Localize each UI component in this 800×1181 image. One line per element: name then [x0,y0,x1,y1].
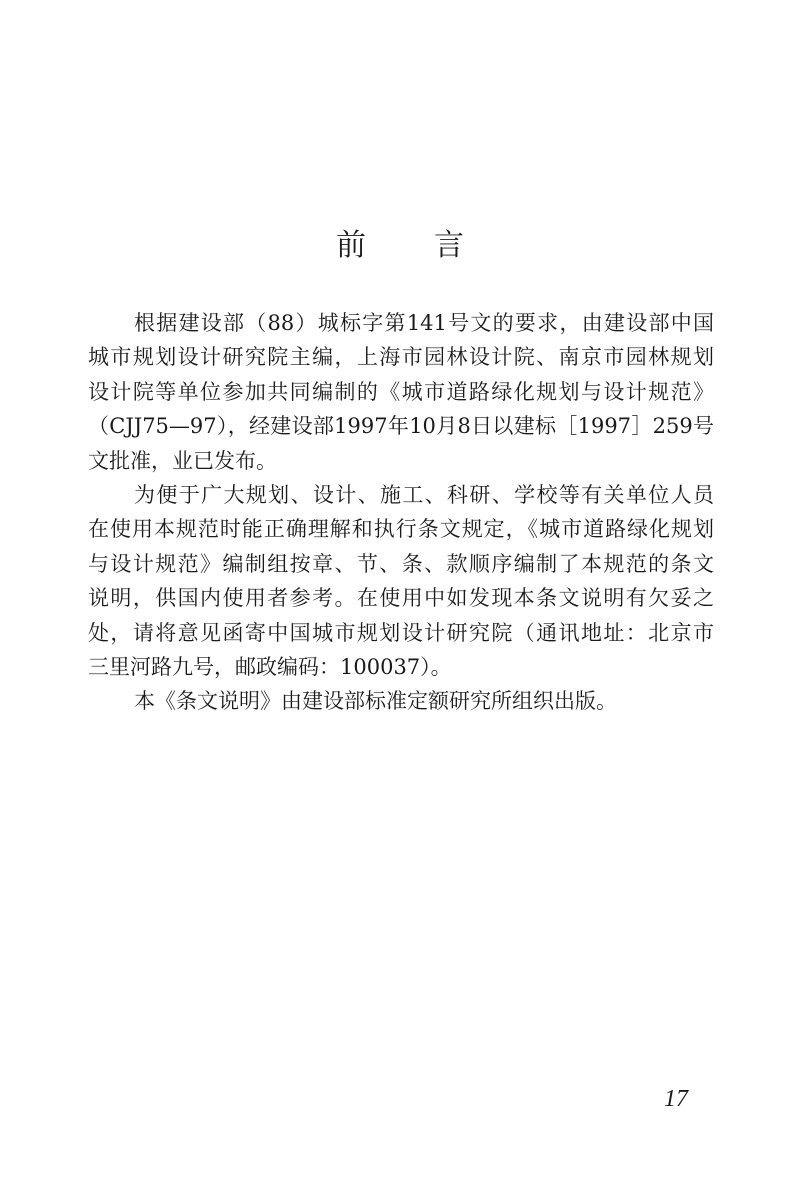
text-line: 文批准，业已发布。 [88,448,277,473]
text-line: （CJJ75—97），经建设部1997年10月8日以建标［1997］259号 [88,414,714,439]
text-line: 根据建设部（88）城标字第141号文的要求，由建设部中国 [134,311,714,335]
preface-body [88,306,714,719]
paragraph-3 [88,684,714,718]
text-line: 处，请将意见函寄中国城市规划设计研究院（通讯地址：北京市 [88,620,714,645]
title-char: 前 [336,228,366,263]
text-line: 城市规划设计研究院主编，上海市园林设计院、南京市园林规划 [88,345,714,370]
text-line: 设计院等单位参加共同编制的《城市道路绿化规划与设计规范》 [88,379,714,404]
text-line: 三里河路九号，邮政编码：100037）。 [88,654,452,679]
page-title [0,220,800,264]
paragraph-1 [88,306,714,478]
text-line: 说明，供国内使用者参考。在使用中如发现本条文说明有欠妥之 [88,586,714,611]
text-line: 与设计规范》编制组按章、节、条、款顺序编制了本规范的条文 [88,551,714,576]
text-line: 本《条文说明》由建设部标准定额研究所组织出版。 [134,689,617,714]
paragraph-2 [88,478,714,684]
page-number: 17 [664,1086,688,1112]
title-char: 言 [434,228,464,263]
text-line: 在使用本规范时能正确理解和执行条文规定，《城市道路绿化规划 [88,517,714,542]
text-line: 为便于广大规划、设计、施工、科研、学校等有关单位人员 [134,482,714,507]
